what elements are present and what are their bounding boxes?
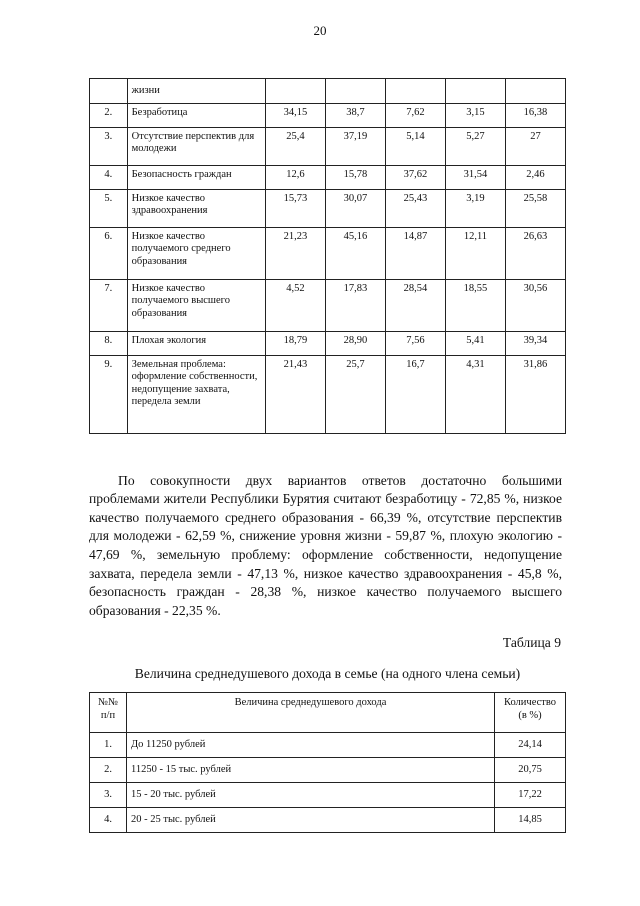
row-name: Низкое качество получаемого среднего образования bbox=[127, 227, 265, 279]
cell-value: 24,14 bbox=[495, 733, 566, 758]
income-table bbox=[89, 692, 566, 833]
cell-value: 5,41 bbox=[445, 331, 505, 355]
cell-value: 15,73 bbox=[265, 189, 325, 227]
row-name: Земельная проблема: оформление собственности, недопущение захвата, передела земли bbox=[127, 355, 265, 433]
cell-value: 17,22 bbox=[495, 783, 566, 808]
cell-value: 12,11 bbox=[445, 227, 505, 279]
cell-value: 17,83 bbox=[325, 279, 385, 331]
row-name: жизни bbox=[127, 79, 265, 104]
cell-value: 18,55 bbox=[445, 279, 505, 331]
row-name: Низкое качество получаемого высшего образования bbox=[127, 279, 265, 331]
cell-value: 12,6 bbox=[265, 165, 325, 189]
cell-value: 25,4 bbox=[265, 127, 325, 165]
row-number: 6. bbox=[90, 227, 128, 279]
row-name: Безопасность граждан bbox=[127, 165, 265, 189]
body-paragraph: По совокупности двух вариантов ответов достаточно большими проблемами жители Республики Бурятия считают безработицу - 72,85 %, низкое качество получаемого среднего образования - 66,39 %, отсутствие перспектив для молодежи - 62,59 %, снижение уровня жизни - 59,87 %, плохую экологию - 47,69 %, земельную проблему: оформление собственности, недопущение захвата, передела земли - 47,13 %, низкое качество здравоохранения - 45,8 %, безопасность граждан - 28,38 %, низкое качество получаемого высшего образования - 22,35 %. bbox=[89, 472, 562, 618]
row-name: 11250 - 15 тыс. рублей bbox=[127, 758, 495, 783]
cell-value: 18,79 bbox=[265, 331, 325, 355]
cell-value: 16,7 bbox=[385, 355, 445, 433]
table-row bbox=[90, 331, 566, 355]
table-label: Таблица 9 bbox=[502, 635, 561, 650]
cell-value: 26,63 bbox=[505, 227, 565, 279]
cell-value: 25,7 bbox=[325, 355, 385, 433]
table-row bbox=[90, 165, 566, 189]
cell-value bbox=[325, 79, 385, 104]
table-row bbox=[90, 189, 566, 227]
table-row bbox=[90, 103, 566, 127]
header-value: Количество (в %) bbox=[495, 693, 566, 733]
row-name: 20 - 25 тыс. рублей bbox=[127, 808, 495, 833]
cell-value: 4,52 bbox=[265, 279, 325, 331]
table-row bbox=[90, 783, 566, 808]
cell-value: 14,87 bbox=[385, 227, 445, 279]
cell-value: 30,07 bbox=[325, 189, 385, 227]
cell-value: 21,43 bbox=[265, 355, 325, 433]
row-number: 2. bbox=[90, 758, 127, 783]
header-name: Величина среднедушевого дохода bbox=[127, 693, 495, 733]
row-name: 15 - 20 тыс. рублей bbox=[127, 783, 495, 808]
row-number: 5. bbox=[90, 189, 128, 227]
cell-value: 7,62 bbox=[385, 103, 445, 127]
cell-value: 20,75 bbox=[495, 758, 566, 783]
row-number: 8. bbox=[90, 331, 128, 355]
row-number: 3. bbox=[90, 783, 127, 808]
row-number: 1. bbox=[90, 733, 127, 758]
cell-value bbox=[385, 79, 445, 104]
cell-value: 7,56 bbox=[385, 331, 445, 355]
cell-value: 25,43 bbox=[385, 189, 445, 227]
row-name: Отсутствие перспектив для молодежи bbox=[127, 127, 265, 165]
cell-value: 14,85 bbox=[495, 808, 566, 833]
cell-value: 31,54 bbox=[445, 165, 505, 189]
cell-value: 3,15 bbox=[445, 103, 505, 127]
row-name: Низкое качество здравоохранения bbox=[127, 189, 265, 227]
problems-table bbox=[89, 78, 566, 434]
table-title: Величина среднедушевого дохода в семье (на одного члена семьи) bbox=[134, 666, 521, 681]
cell-value: 5,14 bbox=[385, 127, 445, 165]
cell-value: 28,90 bbox=[325, 331, 385, 355]
cell-value: 30,56 bbox=[505, 279, 565, 331]
row-number: 4. bbox=[90, 808, 127, 833]
row-name: Безработица bbox=[127, 103, 265, 127]
table-row bbox=[90, 127, 566, 165]
cell-value: 4,31 bbox=[445, 355, 505, 433]
cell-value: 31,86 bbox=[505, 355, 565, 433]
table-row bbox=[90, 758, 566, 783]
row-number: 7. bbox=[90, 279, 128, 331]
header-num: №№ п/п bbox=[90, 693, 127, 733]
table-row bbox=[90, 227, 566, 279]
cell-value: 34,15 bbox=[265, 103, 325, 127]
table-row bbox=[90, 279, 566, 331]
cell-value: 27 bbox=[505, 127, 565, 165]
table-header-row bbox=[90, 693, 566, 733]
row-number bbox=[90, 79, 128, 104]
cell-value: 5,27 bbox=[445, 127, 505, 165]
cell-value: 38,7 bbox=[325, 103, 385, 127]
cell-value bbox=[445, 79, 505, 104]
cell-value: 25,58 bbox=[505, 189, 565, 227]
row-number: 2. bbox=[90, 103, 128, 127]
table-row bbox=[90, 733, 566, 758]
row-number: 4. bbox=[90, 165, 128, 189]
table-row bbox=[90, 79, 566, 104]
row-name: До 11250 рублей bbox=[127, 733, 495, 758]
row-number: 9. bbox=[90, 355, 128, 433]
cell-value: 16,38 bbox=[505, 103, 565, 127]
row-number: 3. bbox=[90, 127, 128, 165]
cell-value: 3,19 bbox=[445, 189, 505, 227]
cell-value: 15,78 bbox=[325, 165, 385, 189]
table-row bbox=[90, 355, 566, 433]
cell-value: 45,16 bbox=[325, 227, 385, 279]
cell-value: 2,46 bbox=[505, 165, 565, 189]
table-row bbox=[90, 808, 566, 833]
cell-value: 39,34 bbox=[505, 331, 565, 355]
row-name: Плохая экология bbox=[127, 331, 265, 355]
cell-value: 37,62 bbox=[385, 165, 445, 189]
cell-value: 37,19 bbox=[325, 127, 385, 165]
page-number: 20 bbox=[313, 23, 327, 38]
cell-value: 21,23 bbox=[265, 227, 325, 279]
cell-value bbox=[505, 79, 565, 104]
cell-value: 28,54 bbox=[385, 279, 445, 331]
cell-value bbox=[265, 79, 325, 104]
